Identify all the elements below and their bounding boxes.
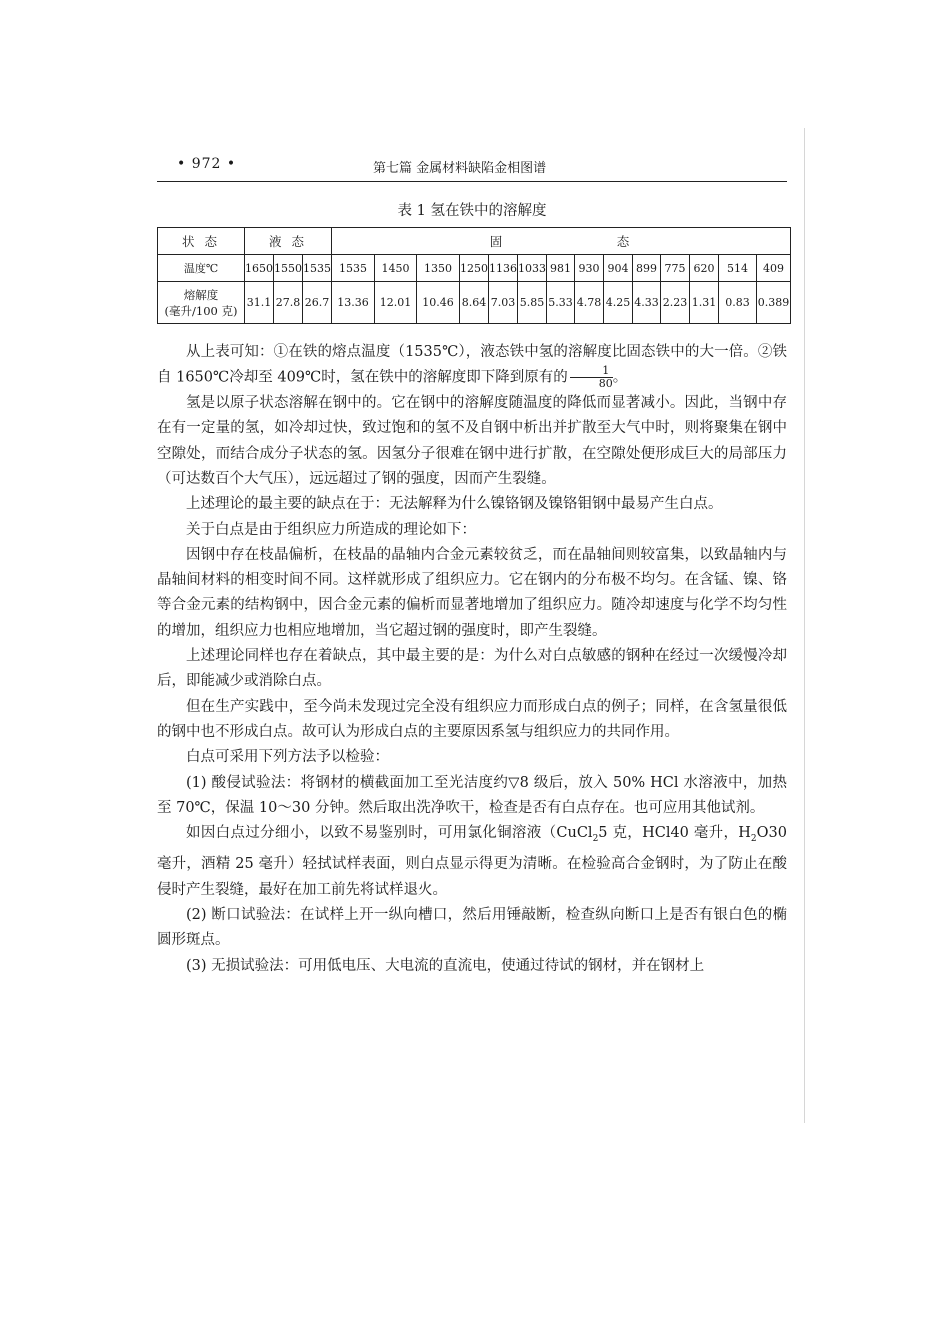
temperature-cell: 1450 xyxy=(375,255,417,282)
solubility-cell: 4.25 xyxy=(604,282,633,324)
temperature-cell: 775 xyxy=(661,255,690,282)
solubility-label-line1: 熔解度 xyxy=(183,287,219,302)
paragraph: 从上表可知：①在铁的熔点温度（1535℃），液态铁中氢的溶解度比固态铁中的大一倍。②铁自 1650℃冷却至 409℃时，氢在铁中的溶解度即下降到原有的 $\frac{1}{80}$ 。 xyxy=(157,344,787,391)
solubility-table xyxy=(157,227,791,324)
paragraph: (1) 酸侵试验法：将钢材的横截面加工至光洁度约▽8 级后，放入 50% HCl 水溶液中，加热至 70℃，保温 10～30 分钟。然后取出洗净吹干，检查是否有白点存在。也可应用其他试剂。 xyxy=(157,774,787,816)
page-edge-line xyxy=(804,128,805,1123)
solubility-cell: 1.31 xyxy=(690,282,719,324)
temperature-cell: 514 xyxy=(719,255,757,282)
solubility-cell: 4.33 xyxy=(633,282,661,324)
paragraph: 关于白点是由于组织应力所造成的理论如下： xyxy=(186,521,476,538)
temperature-cell: 981 xyxy=(547,255,575,282)
solubility-cell: 2.23 xyxy=(661,282,690,324)
temperature-cell: 1250 xyxy=(460,255,489,282)
liquid-header: 液 态 xyxy=(245,228,332,255)
table-caption: 表 1 氢在铁中的溶解度 xyxy=(397,203,547,219)
temperature-cell: 1033 xyxy=(518,255,547,282)
fraction: $\frac{1}{80}$ xyxy=(570,365,613,390)
temperature-cell: 899 xyxy=(633,255,661,282)
state-header: 状 态 xyxy=(158,228,245,255)
paragraph: 氢是以原子状态溶解在钢中的。它在钢中的溶解度随温度的降低而显著减小。因此，当钢中存在有一定量的氢，如冷却过快，致过饱和的氢不及自钢中析出并扩散至大气中时，则将聚集在钢中空隙处，而结合成分子状态的氢。因氢分子很难在钢中进行扩散，在空隙处便形成巨大的局部压力（可达数百个大气压），远远超过了钢的强度，因而产生裂缝。 xyxy=(157,395,787,487)
body-text xyxy=(157,340,787,979)
temperature-cell: 930 xyxy=(575,255,604,282)
temperature-cell: 1350 xyxy=(417,255,460,282)
solubility-label xyxy=(158,282,245,324)
temperature-label: 温度℃ xyxy=(158,255,245,282)
paragraph: 上述理论同样也存在着缺点，其中最主要的是：为什么对白点敏感的钢种在经过一次缓慢冷却后，即能减少或消除白点。 xyxy=(157,648,787,690)
solubility-cell: 4.78 xyxy=(575,282,604,324)
paragraph: 但在生产实践中，至今尚未发现过完全没有组织应力而形成白点的例子；同样，在含氢量很低的钢中也不形成白点。故可认为形成白点的主要原因系氢与组织应力的共同作用。 xyxy=(157,698,787,740)
solubility-cell: 10.46 xyxy=(417,282,460,324)
solubility-cell: 12.01 xyxy=(375,282,417,324)
solubility-cell: 31.1 xyxy=(245,282,274,324)
paragraph: (3) 无损试验法：可用低电压、大电流的直流电，使通过待试的钢材，并在钢材上 xyxy=(186,957,705,974)
paragraph: 如因白点过分细小，以致不易鉴别时，可用氯化铜溶液（CuCl$_2$5 克，HCl40 毫升，$H_2O30$ 毫升，酒精 25 毫升）轻拭试样表面，则白点显示得更为清晰。在检验高合金钢时，为了防止在酸侵时产生裂缝，最好在加工前先将试样退火。 xyxy=(157,825,787,898)
page-number: • 972 • xyxy=(177,156,237,172)
paragraph: (2) 断口试验法：在试样上开一纵向槽口，然后用锤敲断，检查纵向断口上是否有银白色的椭圆形斑点。 xyxy=(157,906,787,949)
paragraph: 白点可采用下列方法予以检验： xyxy=(186,749,389,766)
temperature-cell: 409 xyxy=(757,255,791,282)
solubility-label-line2: (毫升/100 克) xyxy=(164,303,238,318)
solubility-cell: 5.33 xyxy=(547,282,575,324)
solubility-cell: 26.7 xyxy=(303,282,332,324)
paragraph: 上述理论的最主要的缺点在于：无法解释为什么镍铬钢及镍铬钼钢中最易产生白点。 xyxy=(186,496,723,513)
solubility-cell: 7.03 xyxy=(489,282,518,324)
header-rule xyxy=(157,181,787,182)
solubility-cell: 8.64 xyxy=(460,282,489,324)
solubility-cell: 27.8 xyxy=(274,282,303,324)
temperature-cell: 620 xyxy=(690,255,719,282)
solubility-cell: 0.83 xyxy=(719,282,757,324)
running-head: 第七篇 金属材料缺陷金相图谱 xyxy=(373,161,547,176)
page-header xyxy=(157,156,787,180)
temperature-cell: 1535 xyxy=(303,255,332,282)
solubility-cell: 5.85 xyxy=(518,282,547,324)
temperature-cell: 1535 xyxy=(332,255,375,282)
temperature-cell: 1650 xyxy=(245,255,274,282)
temperature-cell: 1550 xyxy=(274,255,303,282)
solubility-cell: 0.389 xyxy=(757,282,791,324)
temperature-cell: 904 xyxy=(604,255,633,282)
temperature-cell: 1136 xyxy=(489,255,518,282)
solubility-cell: 13.36 xyxy=(332,282,375,324)
paragraph: 因钢中存在枝晶偏析，在枝晶的晶轴内合金元素较贫乏，而在晶轴间则较富集，以致晶轴内与晶轴间材料的相变时间不同。这样就形成了组织应力。它在钢内的分布极不均匀。在含锰、镍、铬等合金元素的结构钢中，因合金元素的偏析而显著地增加了组织应力。随冷却速度与化学不均匀性的增加，组织应力也相应地增加，当它超过钢的强度时，即产生裂缝。 xyxy=(157,546,787,639)
solid-header: 固 态 xyxy=(332,228,791,255)
